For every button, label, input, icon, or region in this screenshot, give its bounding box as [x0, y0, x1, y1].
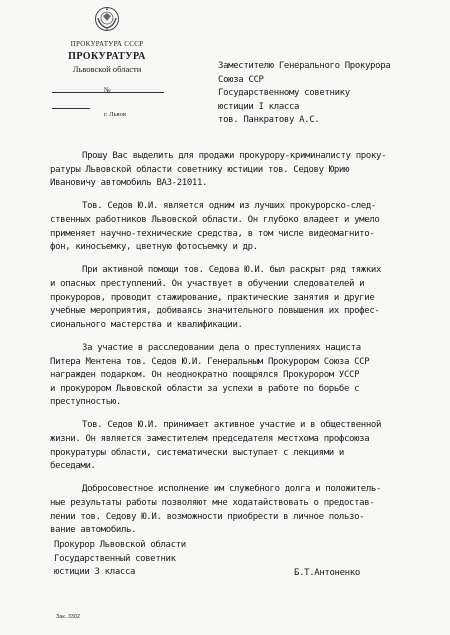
body-line: Прошу Вас выделить для продажи прокурору-криминалисту проку-: [82, 151, 387, 161]
body-line: Питера Ментена тов. Седов Ю.И. Генеральным Прокурором Союза ССР: [50, 356, 370, 367]
addressee-line: тов. Панкратову А.С.: [218, 115, 320, 126]
body-line: За участие в расследовании дела о преступлениях нациста: [82, 342, 361, 353]
body-line: При активной помощи тов. Седова Ю.И. был раскрыт ряд тяжких: [82, 265, 382, 276]
signatory-line: юстиции 3 класса: [54, 567, 136, 578]
body-line: ные результаты работы позволяют мне ходатайствовать о предостав-: [50, 498, 375, 509]
paragraph-awards: [50, 342, 410, 410]
ussr-emblem-icon: [94, 6, 120, 32]
signatory-line: Прокурор Львовской области: [54, 540, 186, 550]
letterhead-blank-line: [52, 101, 90, 109]
addressee-line: Государственному советнику: [218, 88, 350, 99]
addressee-block: [218, 60, 390, 128]
body-line: и опасных преступлений. Он участвует в обучении следователей и: [50, 278, 365, 289]
body-line: фон, киносъемку, цветную фотосъемку и др.: [50, 242, 258, 253]
body-line: учебные мероприятия, добиваясь значительного повышения их профес-: [50, 306, 380, 317]
paragraph-public-life: [50, 419, 410, 473]
number-sign: №: [104, 86, 111, 94]
addressee-line: Заместителю Генерального Прокурора: [218, 61, 391, 71]
body-line: вание автомобиль.: [50, 525, 137, 536]
addressee-line: Союза ССР: [218, 74, 264, 85]
paragraph-request: [50, 150, 410, 191]
paragraph-qualifications: [50, 200, 410, 254]
body-line: и прокурором Львовской области за успехи в работе по борьбе с: [50, 383, 360, 394]
body-line: награжден подарком. Он неоднократно поощрялся Прокурором УССР: [50, 370, 360, 381]
body-line: прокуратуры области, систематически выступает с лекциями и: [50, 447, 344, 458]
body-line: ратуры Львовской области советнику юстиции тов. Седову Юрию: [50, 164, 350, 175]
letterhead-agency-small: ПРОКУРАТУРА СССР: [70, 40, 144, 48]
letterhead-date-number-line: [52, 85, 164, 93]
body-line: беседами.: [50, 461, 96, 472]
body-line: сионального мастерства и квалификации.: [50, 319, 243, 330]
letterhead-agency: ПРОКУРАТУРА: [68, 51, 146, 62]
signatory-line: Государственный советник: [54, 553, 176, 564]
signatory-name: Б.Т.Антоненко: [294, 568, 360, 578]
body-line: лении тов. Седову Ю.И. возможности приобрести в личное пользо-: [50, 511, 365, 522]
letterhead-region: Львовской области: [72, 64, 142, 74]
paragraph-achievements: [50, 264, 410, 332]
body-line: ственных работников Львовской области. Он глубоко владеет и умело: [50, 214, 380, 225]
paragraph-conclusion: [50, 483, 410, 537]
body-line: прокуроров, проводит стажирование, практические занятия и другие: [50, 292, 375, 303]
body-line: Добросовестное исполнение им служебного долга и положитель-: [82, 484, 382, 495]
body-line: применяет научно-технические средства, в том числе видеомагнито-: [50, 228, 375, 239]
body-line: жизни. Он является заместителем председателя местхома профсоюза: [50, 434, 370, 445]
letter-body: [50, 150, 410, 547]
signatory-position: [54, 539, 186, 580]
body-line: Тов. Седов Ю.И. является одним из лучших прокурорско-след-: [82, 201, 376, 212]
body-line: преступностью.: [50, 397, 121, 408]
print-order-stamp: Зак. 3302: [56, 614, 81, 620]
addressee-line: юстиции I класса: [218, 101, 300, 112]
body-line: Ивановичу автомобиль ВАЗ-21011.: [50, 178, 208, 189]
letterhead-city: г. Львов: [104, 111, 126, 118]
body-line: Тов. Седов Ю.И. принимает активное участие и в общественной: [82, 420, 382, 431]
